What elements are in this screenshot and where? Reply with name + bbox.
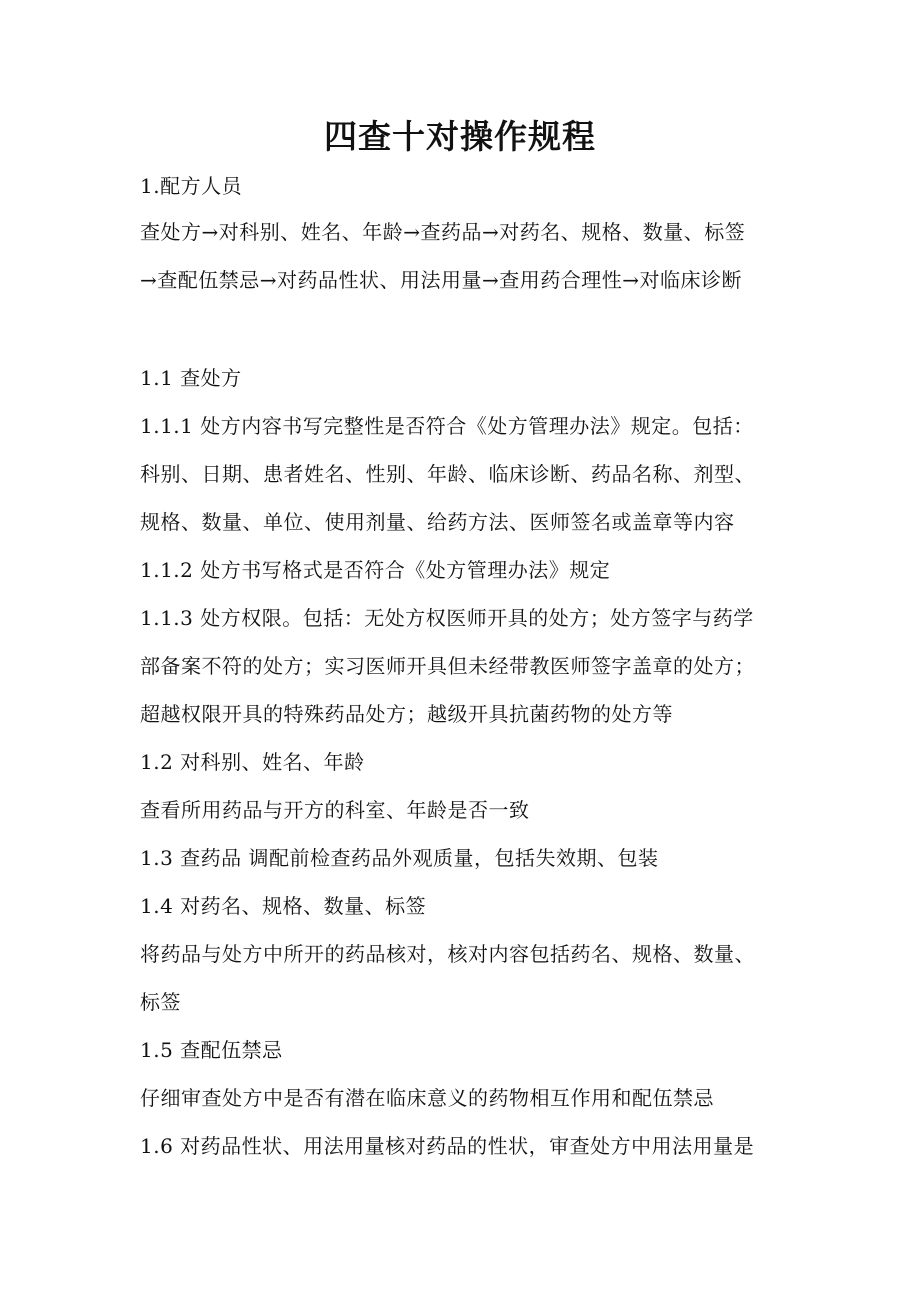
heading-1-3: 1.3 查药品 调配前检查药品外观质量，包括失效期、包装 (140, 846, 659, 870)
flow-line-1: 查处方→对科别、姓名、年龄→查药品→对药名、规格、数量、标签 (140, 220, 746, 244)
paragraph-1-1-2: 1.1.2 处方书写格式是否符合《处方管理办法》规定 (140, 558, 611, 582)
document-title: 四查十对操作规程 (324, 117, 596, 156)
paragraph-1-1-1-line-3: 规格、数量、单位、使用剂量、给药方法、医师签名或盖章等内容 (140, 510, 735, 534)
heading-1-dispenser: 1.配方人员 (140, 174, 243, 198)
heading-1-5: 1.5 查配伍禁忌 (140, 1038, 283, 1062)
heading-1-1: 1.1 查处方 (140, 366, 242, 390)
paragraph-1-2: 查看所用药品与开方的科室、年龄是否一致 (140, 798, 530, 822)
heading-1-4: 1.4 对药名、规格、数量、标签 (140, 894, 427, 918)
paragraph-1-4-line-2: 标签 (140, 990, 181, 1014)
flow-line-2: →查配伍禁忌→对药品性状、用法用量→查用药合理性→对临床诊断 (140, 268, 743, 292)
paragraph-1-1-1-line-1: 1.1.1 处方内容书写完整性是否符合《处方管理办法》规定。包括： (140, 414, 754, 438)
heading-1-6: 1.6 对药品性状、用法用量核对药品的性状，审查处方中用法用量是 (140, 1134, 755, 1158)
paragraph-1-4-line-1: 将药品与处方中所开的药品核对，核对内容包括药名、规格、数量、 (140, 942, 755, 966)
heading-1-2: 1.2 对科别、姓名、年龄 (140, 750, 365, 774)
paragraph-1-1-1-line-2: 科别、日期、患者姓名、性别、年龄、临床诊断、药品名称、剂型、 (140, 462, 755, 486)
paragraph-1-1-3-line-1: 1.1.3 处方权限。包括：无处方权医师开具的处方；处方签字与药学 (140, 606, 754, 630)
paragraph-1-1-3-line-3: 超越权限开具的特殊药品处方；越级开具抗菌药物的处方等 (140, 702, 673, 726)
paragraph-1-1-3-line-2: 部备案不符的处方；实习医师开具但未经带教医师签字盖章的处方； (140, 654, 755, 678)
paragraph-1-5: 仔细审查处方中是否有潜在临床意义的药物相互作用和配伍禁忌 (140, 1086, 714, 1110)
